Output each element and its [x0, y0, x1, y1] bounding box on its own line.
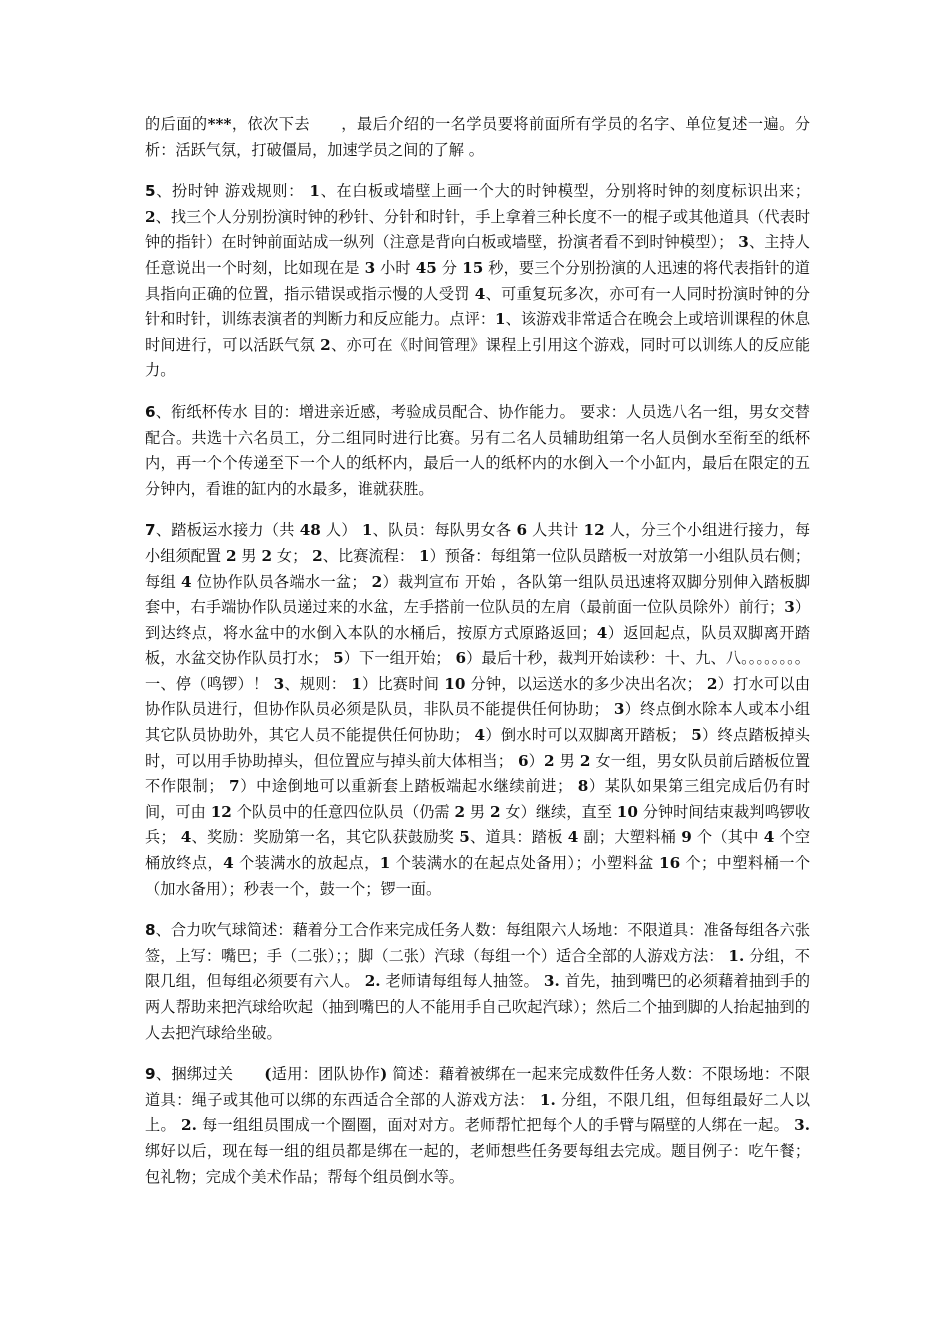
bold-figure: 2	[312, 546, 323, 565]
bold-figure: 1	[361, 521, 373, 540]
section-number: 5	[145, 182, 156, 201]
bold-figure: 1	[379, 854, 391, 873]
text-run: ）最后十秒，裁判开始读秒：十、九、八。。。。。。。。一、停（鸣锣）！	[145, 649, 810, 693]
bold-figure: 12	[583, 521, 605, 540]
text-run: 、道具：踏板	[469, 828, 568, 847]
text-run: 分组，不限几组，但每组必须要有六人。	[145, 946, 810, 991]
text-run: 男	[465, 802, 490, 821]
text-run: 的后面的	[145, 115, 208, 133]
text-run: 、奖励：奖励第一名，其它队获鼓励奖	[191, 828, 460, 847]
bold-figure: 6	[455, 649, 467, 668]
bold-figure: 8	[577, 777, 589, 796]
text-run: 个；中塑料桶一个（加水备用）；秒表一个，鼓一个；锣一面。	[145, 854, 811, 898]
bold-figure: 5	[691, 726, 702, 745]
text-run: ）打水可以由协作队员进行，但协作队员必须是队员，非队员不能提供任何协助；	[145, 674, 811, 719]
text-run: 简述：藉着被绑在一起来完成数件任务人数：不限场地：不限道具：绳子或其他可以绑的东西适合全部的人游戏方法：	[145, 1065, 811, 1109]
text-run: 个装满水的在起点处备用）；小塑料盆	[390, 854, 659, 873]
bold-figure: 6	[517, 751, 529, 770]
text-run: 分钟时间结束裁判鸣锣收兵；	[145, 802, 811, 847]
bold-figure: 16	[659, 854, 681, 873]
paragraph-game-8-balloon	[145, 918, 810, 1046]
bold-figure: 3.	[794, 1116, 811, 1135]
text-run: 分钟，以运送水的多少决出名次；	[465, 674, 707, 693]
bold-figure: 10	[444, 674, 466, 693]
text-run: 位协作队员各端水一盆；	[191, 572, 372, 591]
text-run: 、主持人任意说出一个时刻，比如现在是	[145, 233, 810, 277]
bold-figure: 4	[474, 726, 486, 745]
text-run: 、该游戏非常适合在晚会上或培训课程的休息时间进行，可以活跃气氛	[145, 310, 811, 354]
text-run: 男	[554, 751, 580, 770]
text-run: 、捆绑过关	[155, 1065, 265, 1084]
bold-figure: 2	[320, 335, 331, 354]
text-run: 、合力吹气球简述：藉着分工合作来完成任务人数：每组限六人场地：不限道具：准备每组各六张签，上写：嘴巴；手（二张）；；脚（二张）汽球（每组一个）适合全部的人游戏方法：	[145, 921, 810, 965]
text-run: ，依次下去 ，最后介绍的一名学员要将前面所有学员的名字、单位复述一遍。分析：活跃气氛，打破僵局，加速学员之间的了解 。	[145, 115, 811, 159]
text-run: ）	[528, 751, 545, 770]
bold-figure: 5	[459, 828, 470, 847]
text-run: ）终点踏板掉头时，可以用手协助掉头，但位置应与掉头前大体相当；	[145, 726, 811, 770]
bold-figure: 4	[596, 623, 608, 642]
bold-figure: 2	[454, 802, 466, 821]
text-run: 女；	[272, 546, 313, 565]
bold-figure: 7	[229, 777, 240, 796]
bold-figure: 5	[333, 649, 344, 668]
text-run: ）终点倒水除本人或本小组其它队员协助外，其它人员不能提供任何协助；	[145, 700, 811, 745]
bold-figure: 2	[579, 751, 591, 770]
text-run: ）预备：每组第一位队员踏板一对放第一小组队员右侧；每组	[145, 546, 810, 591]
text-run: 、在白板或墙壁上画一个大的时钟模型，分别将时钟的刻度标识出来；	[319, 182, 811, 201]
text-run: 、可重复玩多次，亦可有一人同时扮演时钟的分针和时针，训练表演者的判断力和反应能力。点评：	[145, 284, 811, 329]
bold-figure: 2	[225, 546, 237, 565]
bold-figure: 1	[418, 546, 430, 565]
bold-figure: 3	[738, 233, 749, 252]
text-run: ）比赛时间	[361, 674, 445, 693]
section-number: 7	[145, 521, 156, 540]
paragraph-intro-tail	[145, 112, 810, 163]
paragraph-game-5-clock	[145, 179, 810, 384]
bold-figure: 3.	[543, 972, 560, 991]
bold-figure: 10	[616, 802, 638, 821]
bold-figure: 2	[544, 751, 555, 770]
text-run: ）下一组开始；	[343, 649, 456, 668]
bold-figure: 9	[681, 828, 692, 847]
text-run: 个队员中的任意四位队员（仍需	[231, 802, 455, 821]
bold-figure: 4	[474, 284, 486, 303]
text-run: 个装满水的放起点，	[233, 854, 380, 873]
bold-figure: 15	[462, 258, 484, 277]
bold-figure: (	[264, 1065, 272, 1084]
bold-figure: ***	[207, 115, 232, 133]
section-number: 9	[145, 1065, 156, 1084]
text-run: 秒，要三个分别扮演的人迅速的将代表指针的道具指向正确的位置，指示错误或指示慢的人受罚	[145, 258, 810, 303]
bold-figure: 2	[490, 802, 501, 821]
text-run: 、规则：	[284, 674, 352, 693]
bold-figure: 4	[180, 828, 192, 847]
text-run: 、扮时钟 游戏规则：	[155, 182, 310, 201]
text-run: ）某队如果第三组完成后仍有时间，可由	[145, 777, 811, 821]
bold-figure: 3	[273, 674, 285, 693]
text-run: 男	[236, 546, 262, 565]
bold-figure: 2	[706, 674, 718, 693]
document-body	[145, 112, 810, 1206]
bold-figure: 1.	[539, 1090, 556, 1109]
bold-figure: 48	[299, 521, 321, 540]
bold-figure: 4	[567, 828, 579, 847]
text-run: 女）继续，直至	[500, 802, 617, 821]
bold-figure: 4	[181, 572, 192, 591]
bold-figure: 3	[784, 598, 795, 617]
text-run: 、踏板运水接力（共	[155, 521, 300, 540]
bold-figure: 2	[371, 572, 383, 591]
bold-figure: 2.	[181, 1116, 197, 1135]
bold-figure: )	[380, 1065, 388, 1084]
bold-figure: 4	[763, 828, 775, 847]
bold-figure: 12	[210, 802, 232, 821]
bold-figure: 3	[613, 700, 625, 719]
text-run: 小时	[375, 258, 416, 277]
text-run: ）中途倒地可以重新套上踏板端起水继续前进；	[239, 777, 578, 796]
bold-figure: 3	[364, 258, 376, 277]
bold-figure: 2	[261, 546, 273, 565]
text-run: 、亦可在《时间管理》课程上引用这个游戏，同时可以训练人的反应能力。	[145, 335, 811, 380]
text-run: 绑好以后，现在每一组的组员都是绑在一起的，老师想些任务要每组去完成。题目例子：吃午餐；包礼物；完成个美术作品；帮每个组员倒水等。	[145, 1141, 810, 1186]
text-run: 、队员：每队男女各	[372, 521, 517, 540]
text-run: 首先，抽到嘴巴的必须藉着抽到手的两人帮助来把汽球给吹起（抽到嘴巴的人不能用手自己吹起汽球）；然后二个抽到脚的人抬起抽到的人去把汽球给坐破。	[145, 972, 811, 1042]
paragraph-game-6-cup-relay	[145, 400, 810, 502]
text-run: ）裁判宣布 开始 ，各队第一组队员迅速将双脚分别伸入踏板脚套中，右手端协作队员递过来的水盆，左手搭前一位队员的左肩（最前面一位队员除外）前行；	[145, 572, 811, 617]
paragraph-game-9-tied-together	[145, 1062, 810, 1190]
text-run: 老师请每组每人抽签。	[380, 972, 544, 991]
text-run: ）到达终点，将水盆中的水倒入本队的水桶后，按原方式原路返回；	[145, 598, 811, 642]
text-run: 人共计	[527, 521, 584, 540]
paragraph-game-7-board-water-relay	[145, 518, 810, 902]
text-run: ）返回起点，队员双脚离开踏板，水盆交协作队员打水；	[145, 623, 811, 668]
bold-figure: 4	[223, 854, 234, 873]
text-run: 适用：团队协作	[271, 1065, 381, 1084]
text-run: 个（其中	[691, 828, 764, 847]
text-run: 、比赛流程：	[322, 546, 419, 565]
bold-figure: 2	[145, 207, 156, 226]
text-run: 女一组，男女队员前后踏板位置不作限制；	[145, 751, 811, 796]
bold-figure: 6	[516, 521, 528, 540]
text-run: 、找三个人分别扮演时钟的秒针、分针和时针，手上拿着三种长度不一的棍子或其他道具（代表时钟的指针）在时钟前面站成一纵列（注意是背向白板或墙壁，扮演者看不到时钟模型）；	[145, 207, 810, 252]
text-run: 人，分三个小组进行接力，每小组须配置	[145, 521, 811, 565]
section-number: 8	[145, 921, 156, 940]
text-run: 每一组组员围成一个圈圈，面对对方。老师帮忙把每个人的手臂与隔壁的人绑在一起。	[196, 1116, 795, 1135]
text-run: 副；大塑料桶	[578, 828, 682, 847]
bold-figure: 2.	[364, 972, 381, 991]
text-run: 个空桶放终点，	[145, 828, 811, 873]
text-run: 分	[436, 258, 463, 277]
bold-figure: 1	[309, 182, 320, 201]
bold-figure: 1	[495, 310, 506, 329]
text-run: ）倒水时可以双脚离开踏板；	[485, 726, 692, 745]
text-run: 、衔纸杯传水 目的：增进亲近感，考验成员配合、协作能力。 要求：人员选八名一组，男女交替配合。共选十六名员工，分二组同时进行比赛。另有二名人员辅助组第一名人员倒水至衔至的纸杯内，再一个个传递至下一个人的纸杯内，最后一人的纸杯内的水倒入一个小缸内，最后在限定的五分钟内，看谁的缸内的水最多，谁就获胜。	[145, 402, 810, 498]
text-run: 人）	[320, 521, 362, 540]
bold-figure: 1	[351, 674, 362, 693]
section-number: 6	[145, 402, 156, 421]
text-run: 分组，不限几组，但每组最好二人以上。	[145, 1090, 811, 1135]
bold-figure: 45	[415, 258, 437, 277]
bold-figure: 1.	[728, 946, 745, 965]
